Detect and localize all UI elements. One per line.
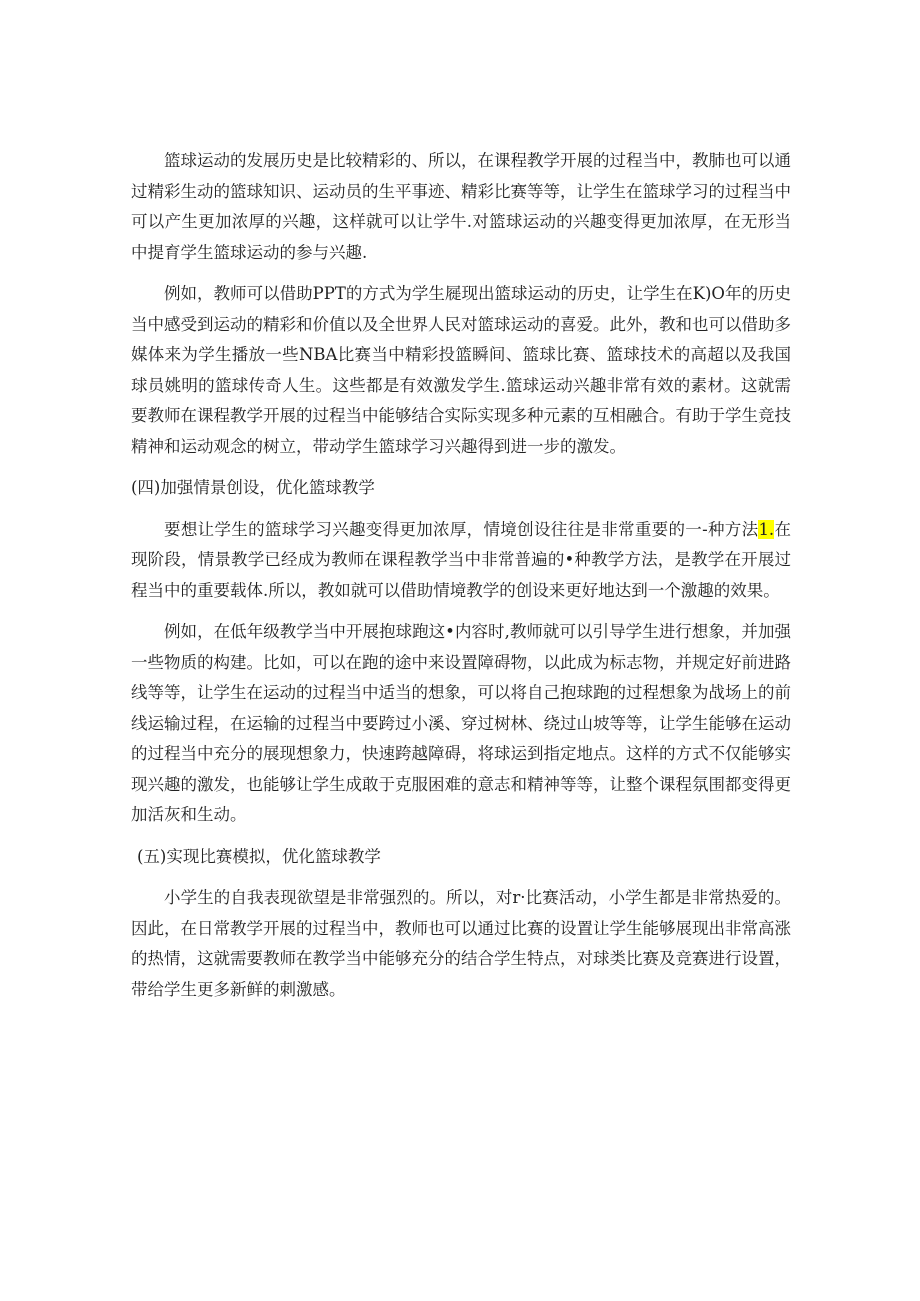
paragraph-5: 小学生的自我表现欲望是非常强烈的。所以，对r·比赛活动，小学生都是非常热爱的。因此，在日常教学开展的过程当中，教师也可以通过比赛的设置让学生能够展现出非常高涨的热情，这就需要教师在教学当中能够充分的结合学生特点，对球类比赛及竞赛进行设置，带给学生更多新鲜的刺激感。	[131, 888, 791, 999]
paragraph-3-text-after: 在现阶段，情景教学已经成为教师在课程教学当中非常普遍的•种教学方法，是教学在开展过程当中的重要载体.所以，教如就可以借助情境教学的创设来更好地达到一个激趣的效果。	[131, 519, 792, 600]
highlighted-text: 1.	[758, 519, 775, 539]
section-heading-4: (四)加强情景创设，优化篮球教学	[131, 478, 375, 497]
paragraph-2: 例如，教师可以借助PPT的方式为学生屣现出篮球运动的历史，让学生在K)O年的历史当中感受到运动的精彩和价值以及全世界人民对篮球运动的喜爱。此外，教和也可以借助多媒体来为学生播放一些NBA比赛当中精彩投篮瞬间、篮球比赛、篮球技术的高超以及我国球员姚明的篮球传奇人生。这些都是有效激发学生.篮球运动兴趣非常有效的素材。这就需要教师在课程教学开展的过程当中能够结合实际实现多种元素的互相融合。有助于学生竞技精神和运动观念的树立，带动学生篮球学习兴趣得到进一步的激发。	[131, 284, 791, 456]
paragraph-1: 篮球运动的发展历史是比较精彩的、所以，在课程教学开展的过程当中，教肺也可以通过精彩生动的篮球知识、运动员的生平事迹、精彩比赛等等，让学生在篮球学习的过程当中可以产生更加浓厚的兴趣，这样就可以让学牛.对篮球运动的兴趣变得更加浓厚，在无形当中提育学生篮球运动的参与兴趣.	[131, 151, 791, 262]
paragraph-4: 例如，在低年级教学当中开展抱球跑这•内容时,教师就可以引导学生进行想象，并加强一些物质的构建。比如，可以在跑的途中来设置障碍物，以此成为标志物，并规定好前进路线等等，让学生在运动的过程当中适当的想象，可以将自己抱球跑的过程想象为战场上的前线运输过程，在运输的过程当中要跨过小溪、穿过树林、绕过山坡等等，让学生能够在运动的过程当中充分的展现想象力，快速跨越障碍，将球运到指定地点。这样的方式不仅能够实现兴趣的激发，也能够让学生成敢于克服困难的意志和精神等等，让整个课程氛围都变得更加活灰和生动。	[131, 622, 791, 824]
document-body	[131, 146, 791, 1016]
paragraph-3-text: 要想让学生的篮球学习兴趣变得更加浓厚，情境创设往往是非常重要的一-种方法	[164, 519, 759, 539]
paragraph-3	[131, 515, 791, 607]
section-heading-5: (五)实现比赛模拟，优化篮球教学	[137, 846, 381, 866]
